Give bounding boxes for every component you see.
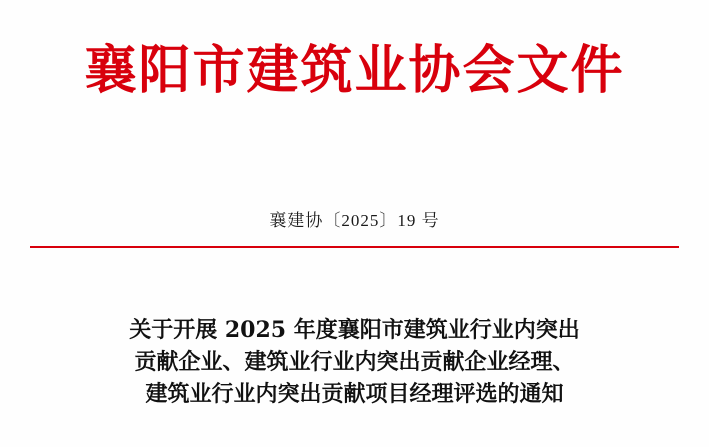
- masthead: [0, 40, 709, 102]
- document-title: [55, 315, 654, 411]
- document-number: 襄建协〔2025〕19 号: [269, 211, 440, 230]
- document-title-line-1: 关于开展 2025 年度襄阳市建筑业行业内突出: [129, 317, 580, 343]
- document-title-line-3: 建筑业行业内突出贡献项目经理评选的通知: [145, 380, 564, 407]
- document-title-line-2: 贡献企业、建筑业行业内突出贡献企业经理、: [134, 348, 575, 375]
- organization-title: 襄阳市建筑业协会文件: [84, 40, 625, 101]
- red-divider-rule: [30, 246, 679, 248]
